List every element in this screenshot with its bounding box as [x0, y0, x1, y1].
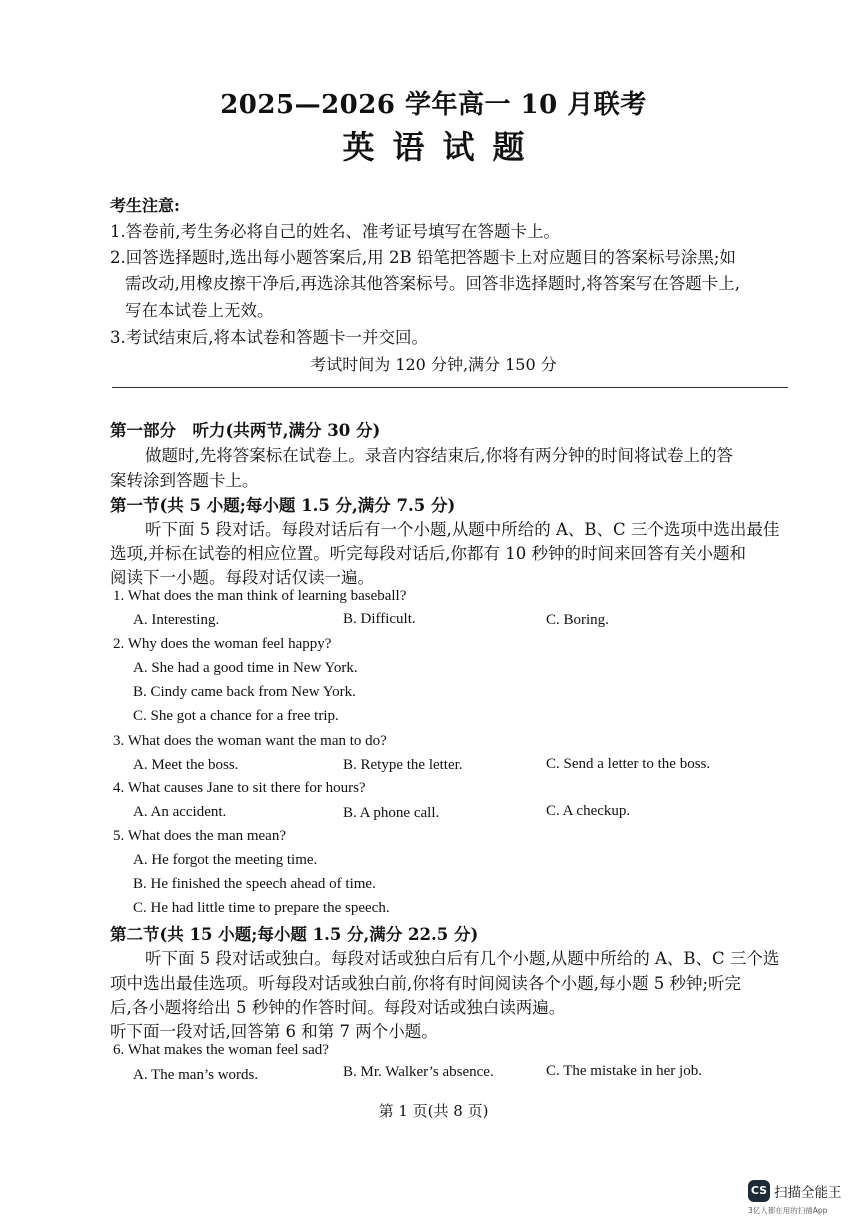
option-c: C. She got a chance for a free trip.: [133, 708, 339, 724]
option-b: B. A phone call.: [343, 805, 440, 821]
option-c: C. Boring.: [546, 612, 609, 628]
option-b: B. Cindy came back from New York.: [133, 684, 356, 700]
option-a: A. He forgot the meeting time.: [133, 852, 318, 868]
section1-heading: 第一节(共 5 小题;每小题 1.5 分,满分 7.5 分): [110, 496, 456, 515]
part1-intro: 案转涂到答题卡上。: [110, 471, 259, 490]
question-stem: 3. What does the woman want the man to do?: [113, 733, 387, 749]
option-a: A. The man’s words.: [133, 1067, 259, 1083]
question-stem: 2. Why does the woman feel happy?: [113, 636, 332, 652]
option-c: C. He had little time to prepare the speech.: [133, 900, 390, 916]
option-b: B. Difficult.: [343, 611, 416, 627]
section2-intro: 项中选出最佳选项。听每段对话或独白前,你将有时间阅读各个小题,每小题 5 秒钟;听完: [110, 974, 742, 993]
notice-item: 1.答卷前,考生务必将自己的姓名、准考证号填写在答题卡上。: [110, 222, 560, 241]
part1-intro: 做题时,先将答案标在试卷上。录音内容结束后,你将有两分钟的时间将试卷上的答: [145, 446, 733, 465]
notice-item: 写在本试卷上无效。: [125, 301, 274, 320]
exam-time: 考试时间为 120 分钟,满分 150 分: [310, 355, 557, 374]
section1-intro: 选项,并标在试卷的相应位置。听完每段对话后,你都有 10 秒钟的时间来回答有关小题和: [110, 544, 746, 563]
watermark-tagline: 3亿人都在用的扫描App: [748, 1206, 828, 1215]
option-b: B. Retype the letter.: [343, 757, 463, 773]
camscanner-icon: CS: [748, 1180, 770, 1202]
section2-intro: 后,各小题将给出 5 秒钟的作答时间。每段对话或独白读两遍。: [110, 998, 566, 1017]
option-c: C. Send a letter to the boss.: [546, 756, 711, 772]
section2-intro: 听下面 5 段对话或独白。每段对话或独白后有几个小题,从题中所给的 A、B、C 三个选: [145, 949, 780, 968]
question-stem: 1. What does the man think of learning baseball?: [113, 588, 407, 604]
question-stem: 4. What causes Jane to sit there for hours?: [113, 780, 366, 796]
option-b: B. He finished the speech ahead of time.: [133, 876, 376, 892]
notice-item: 需改动,用橡皮擦干净后,再选涂其他答案标号。回答非选择题时,将答案写在答题卡上,: [125, 274, 740, 293]
question-stem: 5. What does the man mean?: [113, 828, 286, 844]
option-a: A. An accident.: [133, 804, 227, 820]
option-a: A. Meet the boss.: [133, 757, 239, 773]
option-a: A. She had a good time in New York.: [133, 660, 358, 676]
option-b: B. Mr. Walker’s absence.: [343, 1064, 494, 1080]
part1-heading: 第一部分 听力(共两节,满分 30 分): [110, 421, 381, 440]
section1-intro: 听下面 5 段对话。每段对话后有一个小题,从题中所给的 A、B、C 三个选项中选出最佳: [145, 520, 780, 539]
section2-instruction: 听下面一段对话,回答第 6 和第 7 两个小题。: [110, 1022, 438, 1041]
divider: [112, 387, 788, 388]
exam-title: 2025—2026 学年高一 10 月联考: [220, 90, 647, 120]
notice-item: 2.回答选择题时,选出每小题答案后,用 2B 铅笔把答题卡上对应题目的答案标号涂黑;如: [110, 248, 736, 267]
notice-heading: 考生注意:: [110, 196, 180, 215]
option-c: C. A checkup.: [546, 803, 631, 819]
section2-heading: 第二节(共 15 小题;每小题 1.5 分,满分 22.5 分): [110, 925, 479, 944]
scanner-watermark: [748, 1178, 860, 1218]
watermark-app-name: 扫描全能王: [774, 1185, 842, 1201]
page-number: 第 1 页(共 8 页): [378, 1102, 489, 1120]
notice-item: 3.考试结束后,将本试卷和答题卡一并交回。: [110, 328, 428, 347]
question-stem: 6. What makes the woman feel sad?: [113, 1042, 329, 1058]
option-a: A. Interesting.: [133, 612, 220, 628]
subject-title: 英语试题: [342, 128, 543, 166]
section1-intro: 阅读下一小题。每段对话仅读一遍。: [110, 568, 374, 587]
option-c: C. The mistake in her job.: [546, 1063, 702, 1079]
